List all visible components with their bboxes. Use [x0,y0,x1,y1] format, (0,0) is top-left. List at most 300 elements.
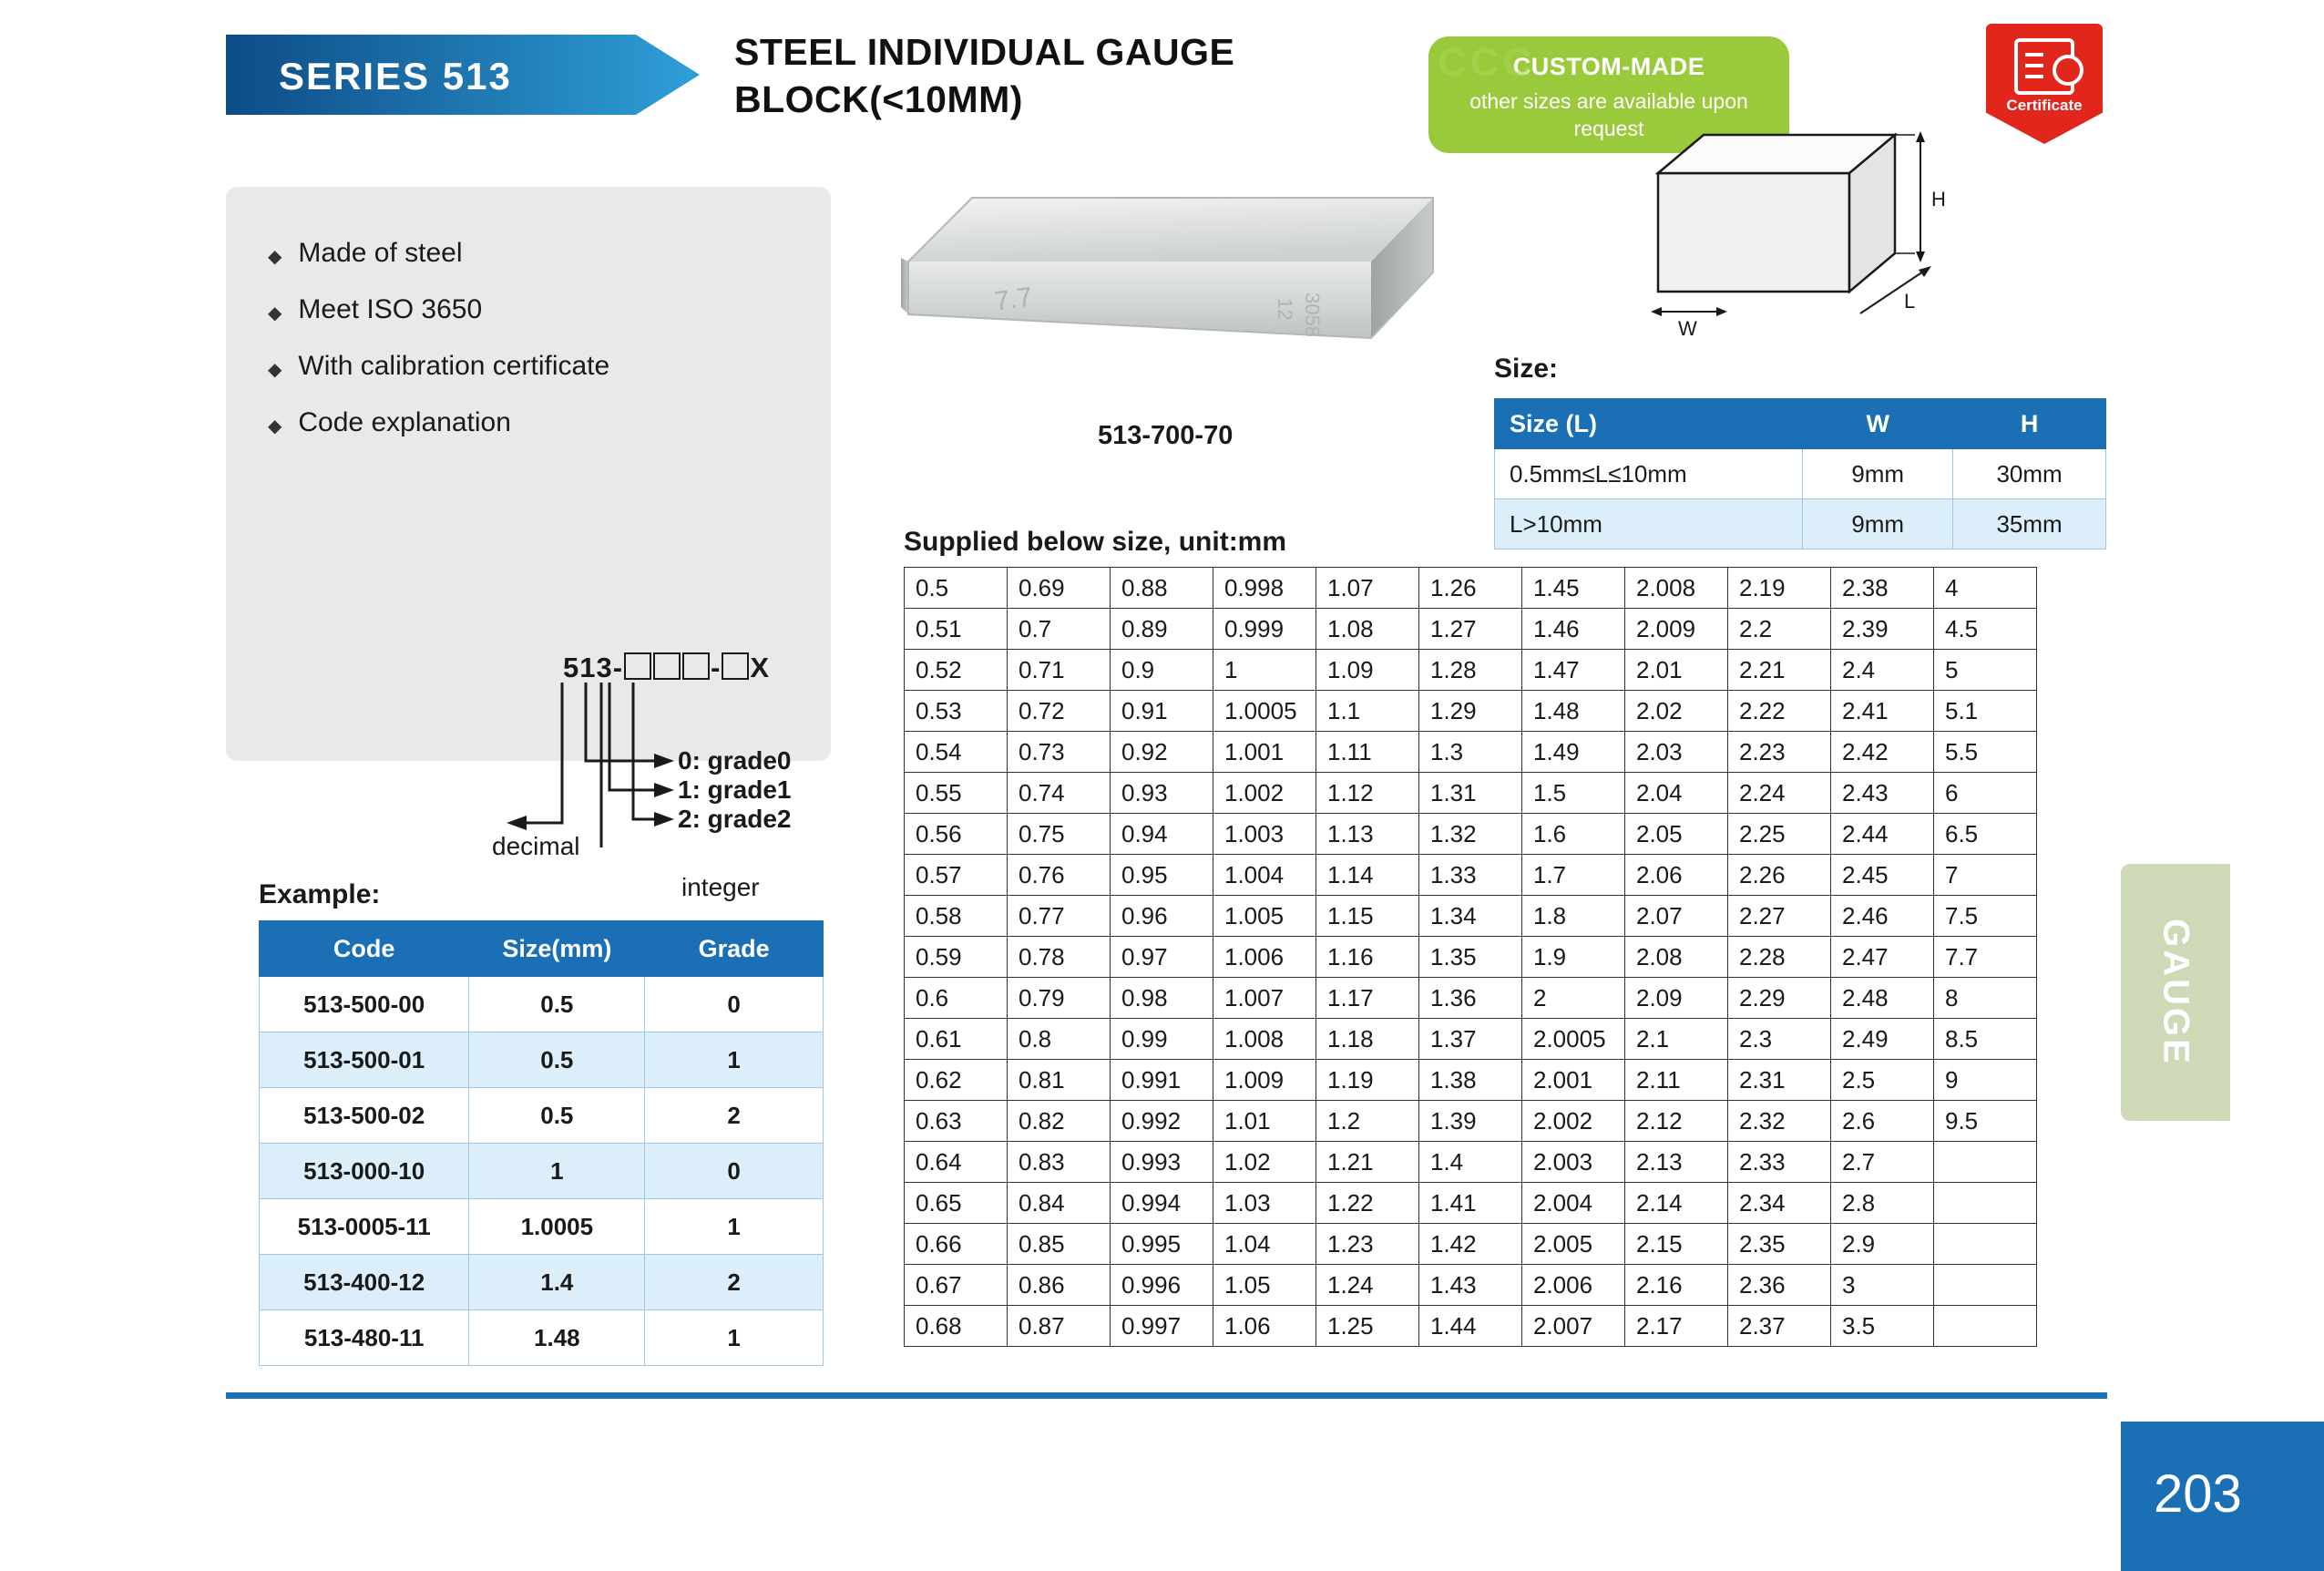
cell-size-value: 7.5 [1934,896,2037,937]
cell-size-value: 3 [1831,1265,1934,1306]
cell-size-value: 2.08 [1625,937,1728,978]
cell-size-value: 2.44 [1831,814,1934,855]
cell-size-value: 0.99 [1111,1019,1213,1060]
cell-size-value: 1.09 [1316,650,1419,691]
cell-size-value: 2.15 [1625,1224,1728,1265]
code-explanation-diagram [226,652,831,907]
table-row [1495,499,2106,549]
cell-size-value: 2.13 [1625,1142,1728,1183]
cell-size-value: 2.19 [1728,568,1831,609]
example-table [259,920,824,1366]
cell-size-value: 2.36 [1728,1265,1831,1306]
cell-grade: 2 [645,1088,824,1144]
cell-h: 30mm [1953,449,2106,499]
cell-size-value: 6.5 [1934,814,2037,855]
cell-size-value: 0.81 [1008,1060,1111,1101]
cell-size-value: 0.65 [905,1183,1008,1224]
cell-size-value: 0.73 [1008,732,1111,773]
cell-size-value: 1.3 [1419,732,1522,773]
cell-size-value: 2.28 [1728,937,1831,978]
cell-size-value: 2.04 [1625,773,1728,814]
cell-size-value: 0.97 [1111,937,1213,978]
cell-size-value: 0.71 [1008,650,1111,691]
svg-text:12: 12 [1274,298,1296,321]
cell-size-value: 0.94 [1111,814,1213,855]
table-row [905,814,2037,855]
table-row [1495,449,2106,499]
cell-size-value: 0.74 [1008,773,1111,814]
cell-size-value: 2.14 [1625,1183,1728,1224]
cell-size-value: 2.21 [1728,650,1831,691]
page-number-box [2121,1422,2324,1571]
cell-size-value: 2.001 [1522,1060,1625,1101]
cell-size-value: 2.05 [1625,814,1728,855]
svg-text:3058: 3058 [1301,293,1324,337]
integer-label: integer [681,873,760,901]
cell-size-value: 0.52 [905,650,1008,691]
cell-size-value: 0.91 [1111,691,1213,732]
cell-size-value: 1.29 [1419,691,1522,732]
cell-size-value: 1.12 [1316,773,1419,814]
column-header-w: W [1803,399,1953,449]
cell-size-value: 2.005 [1522,1224,1625,1265]
cell-size-value: 0.67 [905,1265,1008,1306]
cell-size-value: 0.56 [905,814,1008,855]
cell-size-value: 0.53 [905,691,1008,732]
cell-size-value: 1.21 [1316,1142,1419,1183]
cell-size-value: 1.24 [1316,1265,1419,1306]
cell-size-value: 0.79 [1008,978,1111,1019]
feature-label: Code explanation [298,407,511,437]
cell-size-value: 1.007 [1213,978,1316,1019]
series-label: SERIES 513 [279,55,512,98]
table-row [905,896,2037,937]
cell-size-value: 4 [1934,568,2037,609]
cell-size-value: 1.006 [1213,937,1316,978]
cell-size-value: 0.991 [1111,1060,1213,1101]
certificate-label: Certificate [2006,97,2083,114]
cell-size-value: 2.35 [1728,1224,1831,1265]
cell-size-value: 1.15 [1316,896,1419,937]
cell-size: 1 [469,1144,645,1199]
cell-code: 513-500-00 [260,977,469,1032]
cell-size: 0.5 [469,1088,645,1144]
cell-size-value: 2.11 [1625,1060,1728,1101]
cell-size-l: L>10mm [1495,499,1803,549]
cell-size-value: 0.51 [905,609,1008,650]
series-badge [226,35,700,115]
cell-size-value: 0.72 [1008,691,1111,732]
cell-size-value: 2.009 [1625,609,1728,650]
cell-size-value: 0.84 [1008,1183,1111,1224]
cell-size-value: 7.7 [1934,937,2037,978]
cell-size-value: 2.006 [1522,1265,1625,1306]
cell-size-value: 0.93 [1111,773,1213,814]
cell-size-value: 0.82 [1008,1101,1111,1142]
cell-size-value: 1.6 [1522,814,1625,855]
cell-size-value: 0.993 [1111,1142,1213,1183]
grade2-label: 2: grade2 [678,805,792,833]
cell-size-value: 2.34 [1728,1183,1831,1224]
cell-size-value: 0.7 [1008,609,1111,650]
cell-size-value: 1.36 [1419,978,1522,1019]
cell-size: 1.48 [469,1310,645,1366]
table-row [260,1310,824,1366]
cell-size-value: 2.17 [1625,1306,1728,1347]
cell-size-value: 2.008 [1625,568,1728,609]
cell-size-value: 1.001 [1213,732,1316,773]
cell-size: 0.5 [469,1032,645,1088]
cell-size-value: 1.46 [1522,609,1625,650]
cell-size-value: 2.24 [1728,773,1831,814]
cell-size-value: 4.5 [1934,609,2037,650]
cell-size-value: 0.63 [905,1101,1008,1142]
table-row [905,609,2037,650]
cell-size-value: 0.98 [1111,978,1213,1019]
table-header-row [1495,399,2106,449]
cell-size-value: 5.1 [1934,691,2037,732]
cell-size-value: 2.48 [1831,978,1934,1019]
table-row [905,978,2037,1019]
column-header-size-l: Size (L) [1495,399,1803,449]
cell-grade: 1 [645,1310,824,1366]
size-diagram [1631,118,2104,355]
feature-label: Made of steel [298,238,463,268]
cell-size-value: 0.5 [905,568,1008,609]
cell-size-value: 9 [1934,1060,2037,1101]
feature-label: With calibration certificate [298,351,610,381]
cell-size-value: 8.5 [1934,1019,2037,1060]
table-row [905,1142,2037,1183]
cell-size-value: 0.9 [1111,650,1213,691]
cell-size-value: 1.005 [1213,896,1316,937]
cell-size-value: 1.41 [1419,1183,1522,1224]
cell-size-value: 0.999 [1213,609,1316,650]
list-item [268,407,609,438]
cell-size-value: 1.31 [1419,773,1522,814]
table-row [905,773,2037,814]
cell-size-value: 0.992 [1111,1101,1213,1142]
cell-size-value: 2.3 [1728,1019,1831,1060]
svg-text:W: W [1678,317,1697,340]
cell-size-value: 0.997 [1111,1306,1213,1347]
cell-size-value: 0.6 [905,978,1008,1019]
cell-size-value: 1.003 [1213,814,1316,855]
cell-size-value: 0.95 [1111,855,1213,896]
cell-size-value: 1.22 [1316,1183,1419,1224]
grade0-label: 0: grade0 [678,746,792,775]
cell-size-value: 1.11 [1316,732,1419,773]
size-section-label: Size: [1494,354,1559,384]
product-caption: 513-700-70 [1098,421,1234,450]
cell-size-value: 2.26 [1728,855,1831,896]
cell-size-value: 1.08 [1316,609,1419,650]
cell-size-value: 0.77 [1008,896,1111,937]
cell-size-value: 0.998 [1213,568,1316,609]
cell-size-value: 0.78 [1008,937,1111,978]
cell-size-value: 1.28 [1419,650,1522,691]
cell-size-value [1934,1183,2037,1224]
cell-size-value: 1.49 [1522,732,1625,773]
cell-h: 35mm [1953,499,2106,549]
cell-size-value: 0.85 [1008,1224,1111,1265]
cell-size-value [1934,1306,2037,1347]
cell-size-value: 1.002 [1213,773,1316,814]
table-row [260,1255,824,1310]
table-row [905,650,2037,691]
table-row [905,1265,2037,1306]
cell-size-value: 1.43 [1419,1265,1522,1306]
cell-size-value: 1.008 [1213,1019,1316,1060]
cell-size-value: 2.6 [1831,1101,1934,1142]
cell-size-value: 5.5 [1934,732,2037,773]
table-row [905,1019,2037,1060]
cell-size-value: 0.75 [1008,814,1111,855]
cell-size-value: 1.38 [1419,1060,1522,1101]
cell-size-value: 2.46 [1831,896,1934,937]
cell-size-value: 1.004 [1213,855,1316,896]
cell-size-value: 1.16 [1316,937,1419,978]
cell-grade: 1 [645,1199,824,1255]
cell-grade: 0 [645,1144,824,1199]
cell-size-value: 2.4 [1831,650,1934,691]
column-header-code: Code [260,921,469,977]
cell-size-value: 2.25 [1728,814,1831,855]
cell-size-value: 0.86 [1008,1265,1111,1306]
cell-code: 513-0005-11 [260,1199,469,1255]
cell-size-value: 1.9 [1522,937,1625,978]
table-row [905,1060,2037,1101]
cell-w: 9mm [1803,499,1953,549]
code-prefix: 513- [563,652,624,683]
table-row [260,1032,824,1088]
certificate-document-icon [2014,38,2074,95]
cell-size-value: 1.47 [1522,650,1625,691]
cell-size-value: 0.57 [905,855,1008,896]
list-item [268,238,609,269]
cell-size-value: 1.06 [1213,1306,1316,1347]
cell-size-value: 1.19 [1316,1060,1419,1101]
feature-list [268,238,609,464]
cell-size-value: 9.5 [1934,1101,2037,1142]
cell-size-value: 2.03 [1625,732,1728,773]
cell-size-value: 2.29 [1728,978,1831,1019]
cell-size-value: 1.33 [1419,855,1522,896]
cell-size-value: 1.4 [1419,1142,1522,1183]
cell-size-value: 0.92 [1111,732,1213,773]
table-row [905,937,2037,978]
cell-size-value: 0.61 [905,1019,1008,1060]
code-pattern: 513- - X [563,652,771,683]
cell-size-value: 2.16 [1625,1265,1728,1306]
table-header-row [260,921,824,977]
page-title: STEEL INDIVIDUAL GAUGE BLOCK(<10MM) [734,31,1235,120]
svg-text:L: L [1904,290,1916,313]
column-header-h: H [1953,399,2106,449]
cell-size: 0.5 [469,977,645,1032]
cell-size-value: 1.02 [1213,1142,1316,1183]
cell-size-value: 0.994 [1111,1183,1213,1224]
cell-size-value: 0.66 [905,1224,1008,1265]
cell-size-value: 0.996 [1111,1265,1213,1306]
cell-code: 513-400-12 [260,1255,469,1310]
decimal-label: decimal [492,832,580,860]
cell-size-value: 2.8 [1831,1183,1934,1224]
table-row [260,977,824,1032]
cell-size-value: 0.58 [905,896,1008,937]
cell-size-value: 2.47 [1831,937,1934,978]
table-row [905,1224,2037,1265]
cell-size-value: 2.37 [1728,1306,1831,1347]
cell-size-value: 2.38 [1831,568,1934,609]
cell-size-value: 2.9 [1831,1224,1934,1265]
svg-text:7.7: 7.7 [992,282,1035,317]
cell-size-value: 2.41 [1831,691,1934,732]
cell-size-value: 2.12 [1625,1101,1728,1142]
cell-size-value: 0.59 [905,937,1008,978]
cell-size-value: 1.34 [1419,896,1522,937]
cell-size-value: 1.39 [1419,1101,1522,1142]
table-row [260,1199,824,1255]
cell-size-value: 1.13 [1316,814,1419,855]
diamond-bullet-icon: ◆ [268,247,282,267]
cell-size-value: 1.1 [1316,691,1419,732]
cell-size-value: 2.31 [1728,1060,1831,1101]
cell-grade: 0 [645,977,824,1032]
cell-size-value: 2.1 [1625,1019,1728,1060]
column-header-size: Size(mm) [469,921,645,977]
cell-size-value: 2.007 [1522,1306,1625,1347]
cell-size-value: 2.43 [1831,773,1934,814]
cell-size-value: 1.07 [1316,568,1419,609]
example-title: Example: [259,879,381,909]
column-header-grade: Grade [645,921,824,977]
cell-size-value: 0.64 [905,1142,1008,1183]
supplied-sizes-table [904,567,2037,1347]
cell-size-value: 6 [1934,773,2037,814]
cell-size-value: 1.42 [1419,1224,1522,1265]
cell-size-value: 1.44 [1419,1306,1522,1347]
footer-divider [226,1392,2107,1399]
cell-grade: 2 [645,1255,824,1310]
cell-size-value: 1.23 [1316,1224,1419,1265]
size-table [1494,398,2106,549]
cell-size-value [1934,1224,2037,1265]
cell-code: 513-000-10 [260,1144,469,1199]
cell-size-value: 1.32 [1419,814,1522,855]
cell-size-value: 0.87 [1008,1306,1111,1347]
cell-size-value: 1.05 [1213,1265,1316,1306]
cell-size-value: 2.33 [1728,1142,1831,1183]
cell-size-value: 2.39 [1831,609,1934,650]
cell-size-value: 2.23 [1728,732,1831,773]
cell-size-value: 8 [1934,978,2037,1019]
table-row [905,1101,2037,1142]
cell-size-value: 2.004 [1522,1183,1625,1224]
cell-size: 1.0005 [469,1199,645,1255]
table-row [905,691,2037,732]
cell-size-value: 1.03 [1213,1183,1316,1224]
cell-size-value: 2.01 [1625,650,1728,691]
cell-size-value: 1.7 [1522,855,1625,896]
cell-size-value: 3.5 [1831,1306,1934,1347]
cell-grade: 1 [645,1032,824,1088]
cell-size-value: 1.45 [1522,568,1625,609]
cell-size-value: 0.76 [1008,855,1111,896]
cell-size-value: 5 [1934,650,2037,691]
cell-size-value: 2.002 [1522,1101,1625,1142]
cell-size-value: 2.49 [1831,1019,1934,1060]
cell-size-value [1934,1265,2037,1306]
cell-size-value: 1.2 [1316,1101,1419,1142]
cell-size-value: 2.02 [1625,691,1728,732]
cell-size-value: 1.8 [1522,896,1625,937]
cell-size-value: 2.06 [1625,855,1728,896]
cell-size-value [1934,1142,2037,1183]
cell-size-l: 0.5mm≤L≤10mm [1495,449,1803,499]
cell-size-value: 0.69 [1008,568,1111,609]
table-row [905,1183,2037,1224]
cell-size-value: 0.68 [905,1306,1008,1347]
cell-size-value: 1.5 [1522,773,1625,814]
supplied-sizes-title: Supplied below size, unit:mm [904,527,1287,557]
cell-size-value: 1.009 [1213,1060,1316,1101]
cell-size-value: 1.35 [1419,937,1522,978]
cell-size-value: 2.07 [1625,896,1728,937]
cell-w: 9mm [1803,449,1953,499]
list-item [268,294,609,325]
diamond-bullet-icon: ◆ [268,360,282,380]
cell-size-value: 0.8 [1008,1019,1111,1060]
cell-size-value: 2.45 [1831,855,1934,896]
cell-size-value: 1 [1213,650,1316,691]
cell-size-value: 2.003 [1522,1142,1625,1183]
cell-size-value: 7 [1934,855,2037,896]
table-row [260,1144,824,1199]
product-photo [897,178,1444,415]
cell-size-value: 0.89 [1111,609,1213,650]
cell-size-value: 1.37 [1419,1019,1522,1060]
svg-text:H: H [1931,188,1946,210]
cell-size-value: 1.14 [1316,855,1419,896]
diamond-bullet-icon: ◆ [268,303,282,323]
table-row [905,855,2037,896]
cell-size-value: 0.83 [1008,1142,1111,1183]
cell-size-value: 2.2 [1728,609,1831,650]
cell-size-value: 2.5 [1831,1060,1934,1101]
cell-size-value: 2.22 [1728,691,1831,732]
cell-size-value: 1.18 [1316,1019,1419,1060]
table-row [905,732,2037,773]
cell-code: 513-500-02 [260,1088,469,1144]
cell-size-value: 1.25 [1316,1306,1419,1347]
grade1-label: 1: grade1 [678,775,792,804]
cell-code: 513-500-01 [260,1032,469,1088]
table-row [905,568,2037,609]
cell-size-value: 1.26 [1419,568,1522,609]
cell-size-value: 2.42 [1831,732,1934,773]
list-item [268,351,609,382]
section-tab-gauge [2121,864,2230,1121]
custom-made-title: CUSTOM-MADE [1512,53,1705,80]
cell-size-value: 0.88 [1111,568,1213,609]
cell-size-value: 1.01 [1213,1101,1316,1142]
cell-size-value: 1.0005 [1213,691,1316,732]
cell-code: 513-480-11 [260,1310,469,1366]
cell-size-value: 0.96 [1111,896,1213,937]
table-row [905,1306,2037,1347]
table-row [260,1088,824,1144]
